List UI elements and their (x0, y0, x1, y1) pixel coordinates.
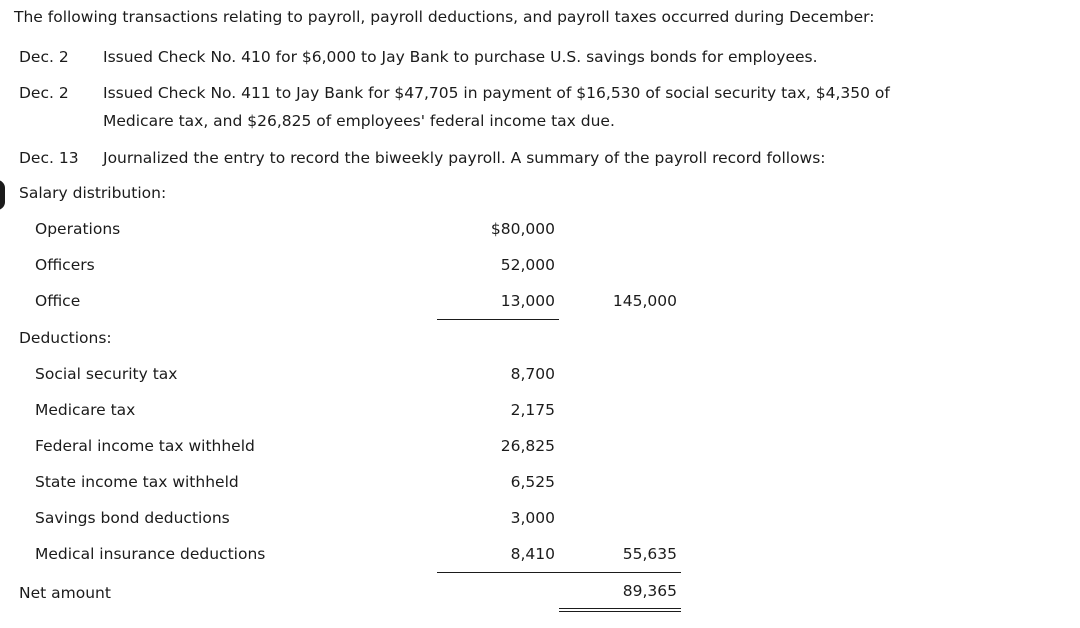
salary-amount: 52,000 (500, 256, 555, 274)
salary-label: Officers (35, 256, 95, 274)
deduction-amount: 8,410 (510, 545, 555, 563)
intro-text: The following transactions relating to payroll, payroll deductions, and payroll taxes occurred during December: (14, 8, 875, 26)
salary-subtotal-rule (437, 319, 559, 320)
deductions-subtotal-rule (437, 572, 681, 573)
deduction-amount: 26,825 (500, 437, 555, 455)
deduction-label: Social security tax (35, 365, 178, 383)
transaction-text: Issued Check No. 410 for $6,000 to Jay Bank to purchase U.S. savings bonds for employees. (103, 48, 818, 66)
salary-amount: 13,000 (500, 292, 555, 310)
transaction-date: Dec. 13 (19, 149, 79, 167)
transaction-date: Dec. 2 (19, 84, 69, 102)
deduction-amount: 8,700 (510, 365, 555, 383)
deduction-label: Medical insurance deductions (35, 545, 266, 563)
section-marker (0, 180, 5, 210)
net-amount-value: 89,365 (622, 582, 677, 600)
transaction-text: Journalized the entry to record the biweekly payroll. A summary of the payroll record follows: (103, 149, 826, 167)
salary-distribution-heading: Salary distribution: (19, 184, 167, 202)
salary-total: 145,000 (612, 292, 677, 310)
deduction-label: Federal income tax withheld (35, 437, 255, 455)
net-double-rule-bottom (559, 611, 681, 612)
deduction-amount: 2,175 (510, 401, 555, 419)
net-amount-label: Net amount (19, 584, 111, 602)
deduction-label: Savings bond deductions (35, 509, 230, 527)
salary-amount: $80,000 (490, 220, 555, 238)
deductions-total: 55,635 (622, 545, 677, 563)
salary-label: Operations (35, 220, 121, 238)
deductions-heading: Deductions: (19, 329, 112, 347)
transaction-text: Issued Check No. 411 to Jay Bank for $47,705 in payment of $16,530 of social security tax, $4,350 of (103, 84, 890, 102)
salary-label: Office (35, 292, 81, 310)
deduction-amount: 3,000 (510, 509, 555, 527)
transaction-date: Dec. 2 (19, 48, 69, 66)
transaction-text-continued: Medicare tax, and $26,825 of employees' federal income tax due. (103, 112, 615, 130)
net-double-rule-top (559, 608, 681, 609)
deduction-label: State income tax withheld (35, 473, 239, 491)
deduction-label: Medicare tax (35, 401, 136, 419)
deduction-amount: 6,525 (510, 473, 555, 491)
